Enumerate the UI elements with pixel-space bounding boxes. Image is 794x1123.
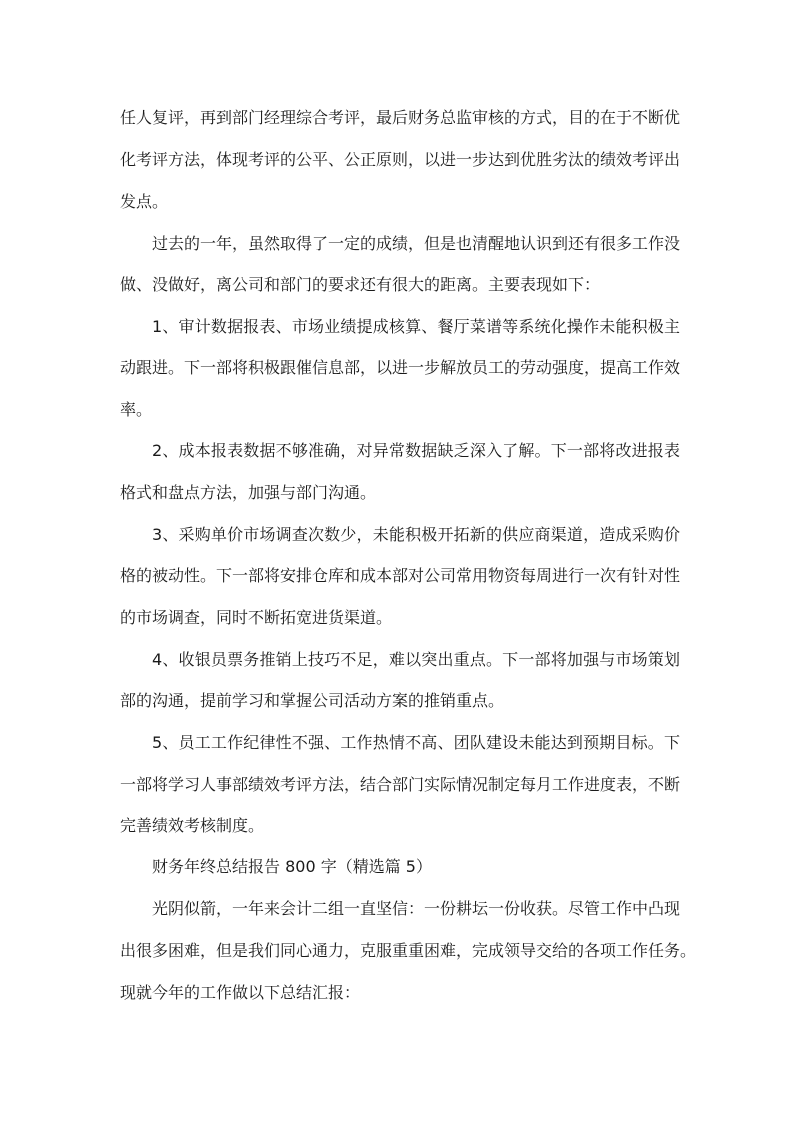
paragraph-line: 2、成本报表数据不够准确，对异常数据缺乏深入了解。下一部将改进报表 [152, 441, 680, 460]
paragraph-line: 现就今年的工作做以下总结汇报： [120, 983, 361, 1002]
paragraph-line: 完善绩效考核制度。 [120, 816, 265, 835]
paragraph-line: 做、没做好，离公司和部门的要求还有很大的距离。主要表现如下： [120, 275, 601, 294]
paragraph-line: 格的被动性。下一部将安排仓库和成本部对公司常用物资每周进行一次有针对性 [120, 566, 681, 585]
paragraph-line: 格式和盘点方法，加强与部门沟通。 [120, 483, 377, 502]
paragraph-line: 发点。 [120, 192, 169, 211]
paragraph-line: 动跟进。下一部将积极跟催信息部，以进一步解放员工的劳动强度，提高工作效 [120, 358, 681, 377]
paragraph-line: 4、收银员票务推销上技巧不足，难以突出重点。下一部将加强与市场策划 [152, 650, 680, 669]
paragraph-line: 3、采购单价市场调查次数少，未能积极开拓新的供应商渠道，造成采购价 [152, 525, 680, 544]
paragraph-line: 光阴似箭，一年来会计二组一直坚信：一份耕坛一份收获。尽管工作中凸现 [152, 899, 681, 918]
paragraph-line: 1、审计数据报表、市场业绩提成核算、餐厅菜谱等系统化操作未能积极主 [152, 317, 680, 336]
paragraph-line: 的市场调查，同时不断拓宽进货渠道。 [120, 608, 393, 627]
section-heading: 财务年终总结报告 800 字（精选篇 5） [152, 857, 432, 876]
paragraph-line: 过去的一年，虽然取得了一定的成绩，但是也清醒地认识到还有很多工作没 [152, 234, 681, 253]
paragraph-line: 化考评方法，体现考评的公平、公正原则，以进一步达到优胜劣汰的绩效考评出 [120, 150, 681, 169]
paragraph-line: 出很多困难，但是我们同心通力，克服重重困难，完成领导交给的各项工作任务。 [120, 941, 697, 960]
paragraph-line: 率。 [120, 400, 153, 419]
paragraph-line: 部的沟通，提前学习和掌握公司活动方案的推销重点。 [120, 691, 505, 710]
paragraph-line: 一部将学习人事部绩效考评方法，结合部门实际情况制定每月工作进度表，不断 [120, 775, 681, 794]
paragraph-line: 5、员工工作纪律性不强、工作热情不高、团队建设未能达到预期目标。下 [152, 733, 680, 752]
paragraph-line: 任人复评，再到部门经理综合考评，最后财务总监审核的方式，目的在于不断优 [120, 108, 681, 127]
